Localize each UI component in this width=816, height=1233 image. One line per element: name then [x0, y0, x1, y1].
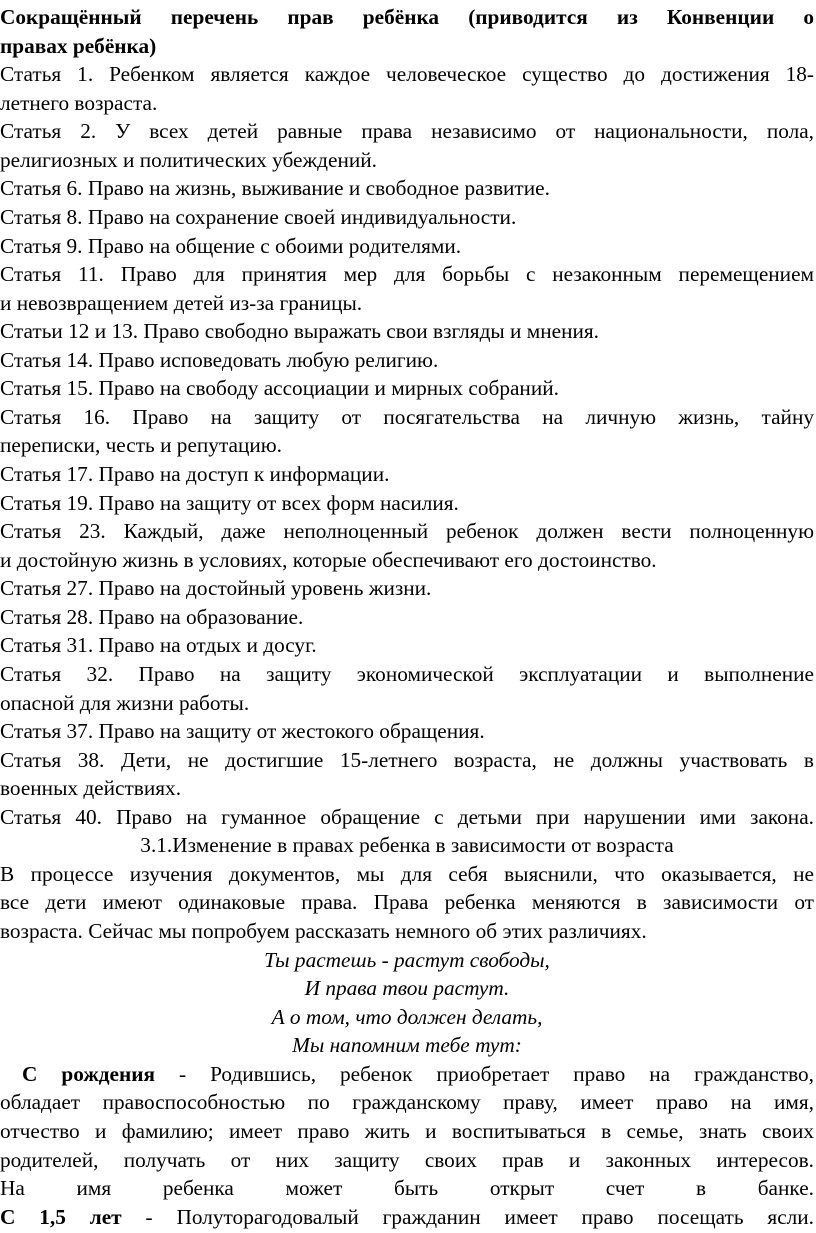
text-line	[0, 574, 814, 603]
line-text: Статья 14. Право исповедовать любую религию.	[0, 347, 439, 372]
text-line	[0, 89, 814, 118]
line-text: обладает правоспособностью по гражданскому праву, имеет право на имя,	[0, 1090, 814, 1115]
text-line	[0, 60, 814, 89]
line-text: Ты растешь - растут свободы,	[264, 947, 550, 972]
line-text: опасной для жизни работы.	[0, 690, 250, 715]
text-line	[0, 403, 814, 432]
line-text: 3.1.Изменение в правах ребенка в зависимости от возраста	[140, 833, 674, 858]
line-text: Статья 17. Право на доступ к информации.	[0, 462, 390, 486]
text-line	[0, 1174, 814, 1203]
line-text: Мы напомним тебе тут:	[292, 1033, 522, 1058]
text-line	[0, 803, 814, 832]
document-title-line	[0, 32, 814, 61]
text-line	[0, 174, 814, 203]
text-line	[0, 631, 814, 660]
text-line	[0, 974, 814, 1003]
text-line	[0, 946, 814, 975]
text-line	[0, 1203, 814, 1232]
text-line	[0, 146, 814, 175]
text-line	[0, 660, 814, 689]
text-line	[0, 917, 814, 946]
document-title-line	[0, 3, 814, 32]
text-line	[0, 689, 814, 718]
line-text: В процессе изучения документов, мы для себя выяснили, что оказывается, не	[0, 861, 814, 886]
text-line	[0, 831, 814, 860]
line-text: Статья 38. Дети, не достигшие 15-летнего возраста, не должны участвовать в	[0, 747, 814, 772]
bold-lead-text: Сокращённый перечень прав ребёнка (приводится из Конвенции о	[0, 5, 814, 29]
line-text: военных действиях.	[0, 776, 182, 801]
line-text: На имя ребенка может быть открыт счет в банке.	[0, 1176, 814, 1201]
text-line	[0, 860, 814, 889]
line-text: - Родившись, ребенок приобретает право на гражданство,	[155, 1061, 814, 1086]
text-line	[0, 1031, 814, 1060]
line-text: Статья 19. Право на защиту от всех форм насилия.	[0, 490, 459, 515]
text-line	[0, 203, 814, 232]
text-line	[0, 1060, 814, 1089]
line-text: А о том, что должен делать,	[271, 1004, 543, 1029]
text-line	[0, 746, 814, 775]
text-line	[0, 888, 814, 917]
text-line	[0, 546, 814, 575]
line-text: Статья 28. Право на образование.	[0, 604, 304, 629]
line-text: и невозвращением детей из-за границы.	[0, 290, 363, 315]
line-text: Статья 9. Право на общение с обоими родителями.	[0, 233, 462, 258]
line-text: Статья 2. У всех детей равные права независимо от национальности, пола,	[0, 119, 814, 144]
text-line	[0, 603, 814, 632]
line-text: Статья 6. Право на жизнь, выживание и свободное развитие.	[0, 176, 550, 201]
line-text: отчество и фамилию; имеет право жить и воспитываться в семье, знать своих	[0, 1118, 814, 1143]
bold-lead-text: С 1,5 лет	[0, 1204, 122, 1229]
line-text: Статья 40. Право на гуманное обращение с детьми при нарушении ими закона.	[0, 804, 814, 829]
text-line	[0, 717, 814, 746]
text-line	[0, 1088, 814, 1117]
text-line	[0, 232, 814, 261]
text-line	[0, 489, 814, 518]
text-line	[0, 460, 814, 489]
text-line	[0, 774, 814, 803]
text-line	[0, 1117, 814, 1146]
text-line	[0, 260, 814, 289]
line-text: И права твои растут.	[304, 976, 510, 1001]
line-text: все дети имеют одинаковые права. Права ребенка меняются в зависимости от	[0, 890, 814, 915]
text-line	[0, 317, 814, 346]
text-line	[0, 1003, 814, 1032]
bold-lead-text: С рождения	[22, 1061, 156, 1086]
line-text: Статья 31. Право на отдых и досуг.	[0, 633, 317, 658]
line-text: Статья 8. Право на сохранение своей индивидуальности.	[0, 204, 517, 229]
line-text: - Полуторагодовалый гражданин имеет право посещать ясли.	[121, 1204, 814, 1229]
text-line	[0, 517, 814, 546]
text-line	[0, 374, 814, 403]
line-text: Статья 37. Право на защиту от жестокого обращения.	[0, 719, 485, 744]
line-text: Статьи 12 и 13. Право свободно выражать свои взгляды и мнения.	[0, 319, 600, 344]
line-text: Статья 11. Право для принятия мер для борьбы с незаконным перемещением	[0, 262, 814, 287]
line-text: Статья 32. Право на защиту экономической эксплуатации и выполнение	[0, 661, 814, 686]
line-text: Статья 27. Право на достойный уровень жизни.	[0, 576, 432, 601]
line-text: и достойную жизнь в условиях, которые обеспечивают его достоинство.	[0, 547, 657, 572]
line-text: Статья 1. Ребенком является каждое человеческое существо до достижения 18-	[0, 62, 814, 87]
line-text: возраста. Сейчас мы попробуем рассказать немного об этих различиях.	[0, 919, 647, 943]
text-line	[0, 289, 814, 318]
bold-lead-text: правах ребёнка)	[0, 33, 157, 58]
text-line	[0, 117, 814, 146]
line-text: религиозных и политических убеждений.	[0, 147, 377, 172]
line-text: Статья 16. Право на защиту от посягательства на личную жизнь, тайну	[0, 404, 814, 429]
line-text: переписки, честь и репутацию.	[0, 433, 282, 458]
line-text: летнего возраста.	[0, 90, 158, 115]
line-text: родителей, получать от них защиту своих прав и законных интересов.	[0, 1147, 814, 1172]
text-line	[0, 346, 814, 375]
line-text: Статья 15. Право на свободу ассоциации и мирных собраний.	[0, 376, 559, 401]
text-line	[0, 431, 814, 460]
line-text: Статья 23. Каждый, даже неполноценный ребенок должен вести полноценную	[0, 519, 814, 544]
text-line	[0, 1146, 814, 1175]
